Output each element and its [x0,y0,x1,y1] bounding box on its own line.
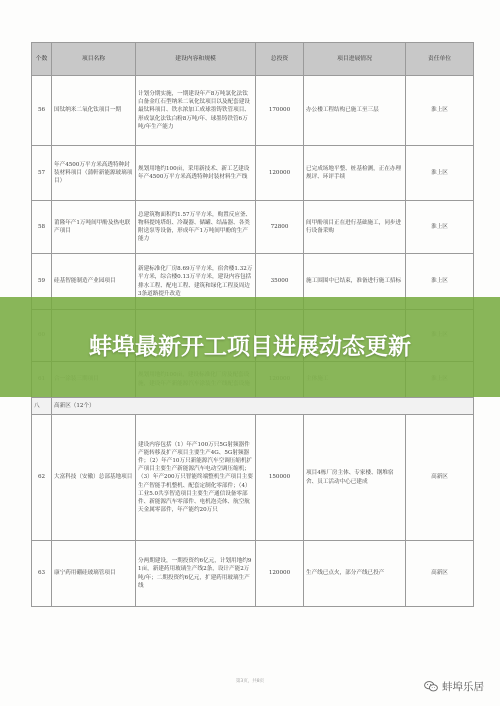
wechat-icon [424,681,438,692]
cell-content: 总建筑物面积约1.57万平方米，购置反应釜、物料提纯塔组、冷凝器、储罐、结晶器、各类附送泵等设备，形成年产1万吨间甲酚的生产能力 [136,201,256,254]
cell-invest: 120000 [256,541,304,607]
cell-content: 建设内容包括（1）年产100万只5G射频器件产能转移及扩产项目主要生产4G、5G射频器件；（2）年产10万只新能源汽车空调压缩机扩产项目主要生产新能源汽车电动空调压缩机；（3）年产200万只智能终端整机生产项目主要生产智能手机整机、配套定制化零部件；（4）工业5.0共享智造项目主要生产通信设备零部件、新能源汽车零部件、电机泡壳体、航空航天金属零部件，年产能约20万只 [136,415,256,541]
cell-invest: 150000 [256,415,304,541]
cell-unit: 淮上区 [406,146,474,201]
cell-unit: 淮上区 [406,76,474,146]
header-name: 项目名称 [52,43,136,76]
cell-invest: 170000 [256,76,304,146]
cell-no: 57 [32,146,52,201]
cell-no: 56 [32,76,52,146]
cell-content: 新建标准化厂房8.69万平方米，宿舍楼1.32万平方米，综合楼0.13万平方米，建设内容包括排水工程、配电工程、建筑和绿化工程及周边3条道路提升改造 [136,254,256,310]
cell-no: 63 [32,541,52,607]
cell-unit: 高新区 [406,415,474,541]
cell-name: 国钛纳米二氧化钛项目一期 [52,76,136,146]
table-row [32,146,474,201]
header-invest: 总投资 [256,43,304,76]
cell-invest: 72800 [256,201,304,254]
watermark [424,679,484,694]
section-title: 高新区（12个） [52,398,474,415]
header-unit: 责任单位 [406,43,474,76]
page-number: 第3页，共8页 [235,679,265,684]
cell-content: 规划用地约100亩，采用新技术、新工艺建设年产4500万平方米高透特种封装材料生产线 [136,146,256,201]
cell-progress: 项目4栋厂房主体、专家楼、钢堆宿舍、员工活动中心已建成 [304,415,406,541]
cell-name: 莆隆年产1万吨间甲酚及热电联产项目 [52,201,136,254]
table-header-row [32,43,474,76]
cell-content: 分两期建设，一期投资约6亿元，计划用地约91亩，新建药用玻璃生产线2条，设计产能2万吨/年；二期投资约6亿元，扩建药用玻璃生产线 [136,541,256,607]
cell-progress: 已完成场地平整、桩基检测，正在办理规评、环评手续 [304,146,406,201]
cell-name: 大富科技（安徽）总部基地项目 [52,415,136,541]
cell-invest: 35000 [256,254,304,310]
header-content: 建设内容和规模 [136,43,256,76]
cell-progress: 办公楼工程结构已施工至三层 [304,76,406,146]
header-progress: 项目进展情况 [304,43,406,76]
cell-unit: 淮上区 [406,254,474,310]
cell-name: 年产4500万平方米高透特种封装材料项目（蒲軒新能源玻璃项目） [52,146,136,201]
cell-progress: 施工围围中已结束，准备进行施工招标 [304,254,406,310]
cell-name: 硅基智能制造产业园项目 [52,254,136,310]
section-row [32,398,474,415]
watermark-text: 蚌埠乐居 [442,681,484,693]
section-no: 八 [32,398,52,415]
banner-title: 蚌埠最新开工项目进展动态更新 [89,334,411,360]
table-row [32,541,474,607]
table-row [32,76,474,146]
cell-progress: 间甲酚项目正在进行基础施工，同步进行设备采购 [304,201,406,254]
cell-unit: 高新区 [406,541,474,607]
table-row [32,415,474,541]
cell-content: 计划分期实施，一期建设年产8万吨氯化法钛白备金红石型纳米二氧化钛项目以及配套建设最钛料项目、铁水浓加工成球墨铸铁管项目、形成氯化法钛白粉8万吨/年、球墨铸铁管6万吨/年生产能力 [136,76,256,146]
cell-invest: 120000 [256,146,304,201]
header-no: 个数 [32,43,52,76]
cell-no: 58 [32,201,52,254]
title-banner [0,297,500,397]
cell-no: 62 [32,415,52,541]
cell-unit: 淮上区 [406,201,474,254]
cell-name: 康宁药用硼硅玻璃管项目 [52,541,136,607]
cell-no: 59 [32,254,52,310]
table-row [32,201,474,254]
cell-progress: 生产线已点火，部分产线已投产 [304,541,406,607]
